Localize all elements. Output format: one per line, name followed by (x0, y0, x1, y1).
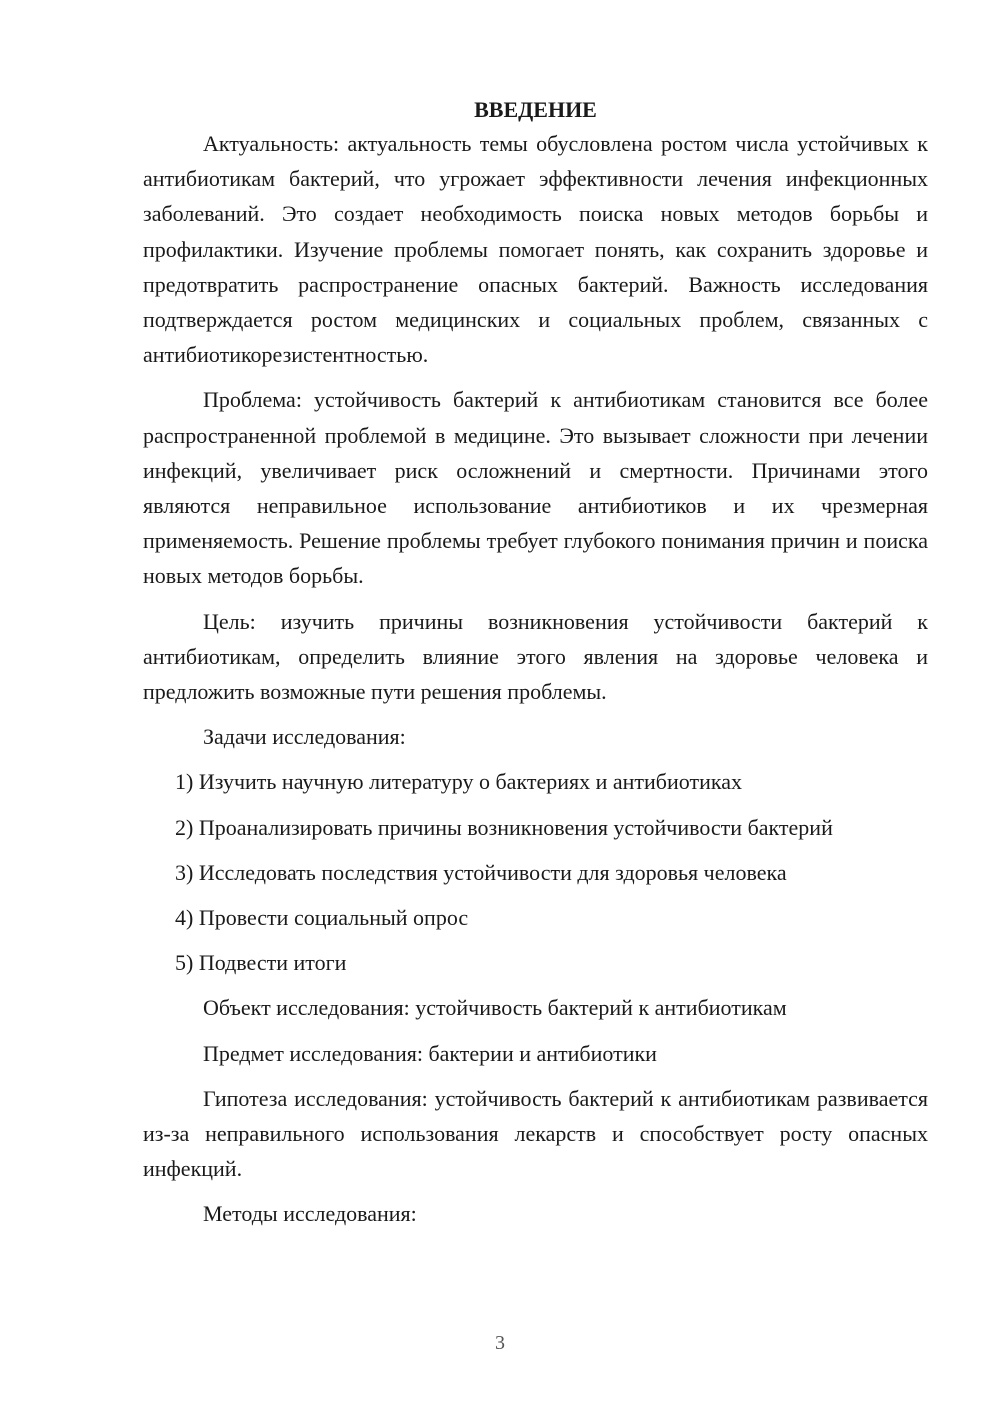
methods-title: Методы исследования: (203, 1201, 417, 1227)
paragraph-subject: Предмет исследования: бактерии и антибиотики (203, 1040, 657, 1066)
page-number: 3 (495, 1332, 505, 1354)
paragraph-goal: Цель: изучить причины возникновения устойчивости бактерий к антибиотикам, определить влияние этого явления на здоровье человека и предложить возможные пути решения проблемы. (143, 608, 928, 705)
paragraph-relevance: Актуальность: актуальность темы обусловлена ростом числа устойчивых к антибиотикам бактерий, что угрожает эффективности лечения инфекционных заболеваний. Это создает необходимость поиска новых методов борьбы и профилактики. Изучение проблемы помогает понять, как сохранить здоровье и предотвратить распространение опасных бактерий. Важность исследования подтверждается ростом медицинских и социальных проблем, связанных с антибиотикорезистентностью. (143, 131, 928, 368)
task-item: 1) Изучить научную литературу о бактериях и антибиотиках (175, 769, 742, 795)
task-item: 2) Проанализировать причины возникновения устойчивости бактерий (175, 814, 833, 840)
task-item: 5) Подвести итоги (175, 950, 347, 976)
task-item: 4) Провести социальный опрос (175, 905, 469, 931)
paragraph-problem: Проблема: устойчивость бактерий к антибиотикам становится все более распространенной проблемой в медицине. Это вызывает сложности при лечении инфекций, увеличивает риск осложнений и смертности. Причинами этого являются неправильное использование антибиотиков и их чрезмерная применяемость. Решение проблемы требует глубокого понимания причин и поиска новых методов борьбы. (143, 387, 928, 589)
paragraph-object: Объект исследования: устойчивость бактерий к антибиотикам (203, 995, 787, 1021)
page-content (143, 94, 928, 1232)
task-item: 3) Исследовать последствия устойчивости для здоровья человека (175, 859, 787, 885)
section-heading: ВВЕДЕНИЕ (474, 97, 597, 122)
paragraph-hypothesis: Гипотеза исследования: устойчивость бактерий к антибиотикам развивается из-за неправильного использования лекарств и способствует росту опасных инфекций. (143, 1085, 928, 1182)
tasks-title: Задачи исследования: (203, 724, 406, 750)
